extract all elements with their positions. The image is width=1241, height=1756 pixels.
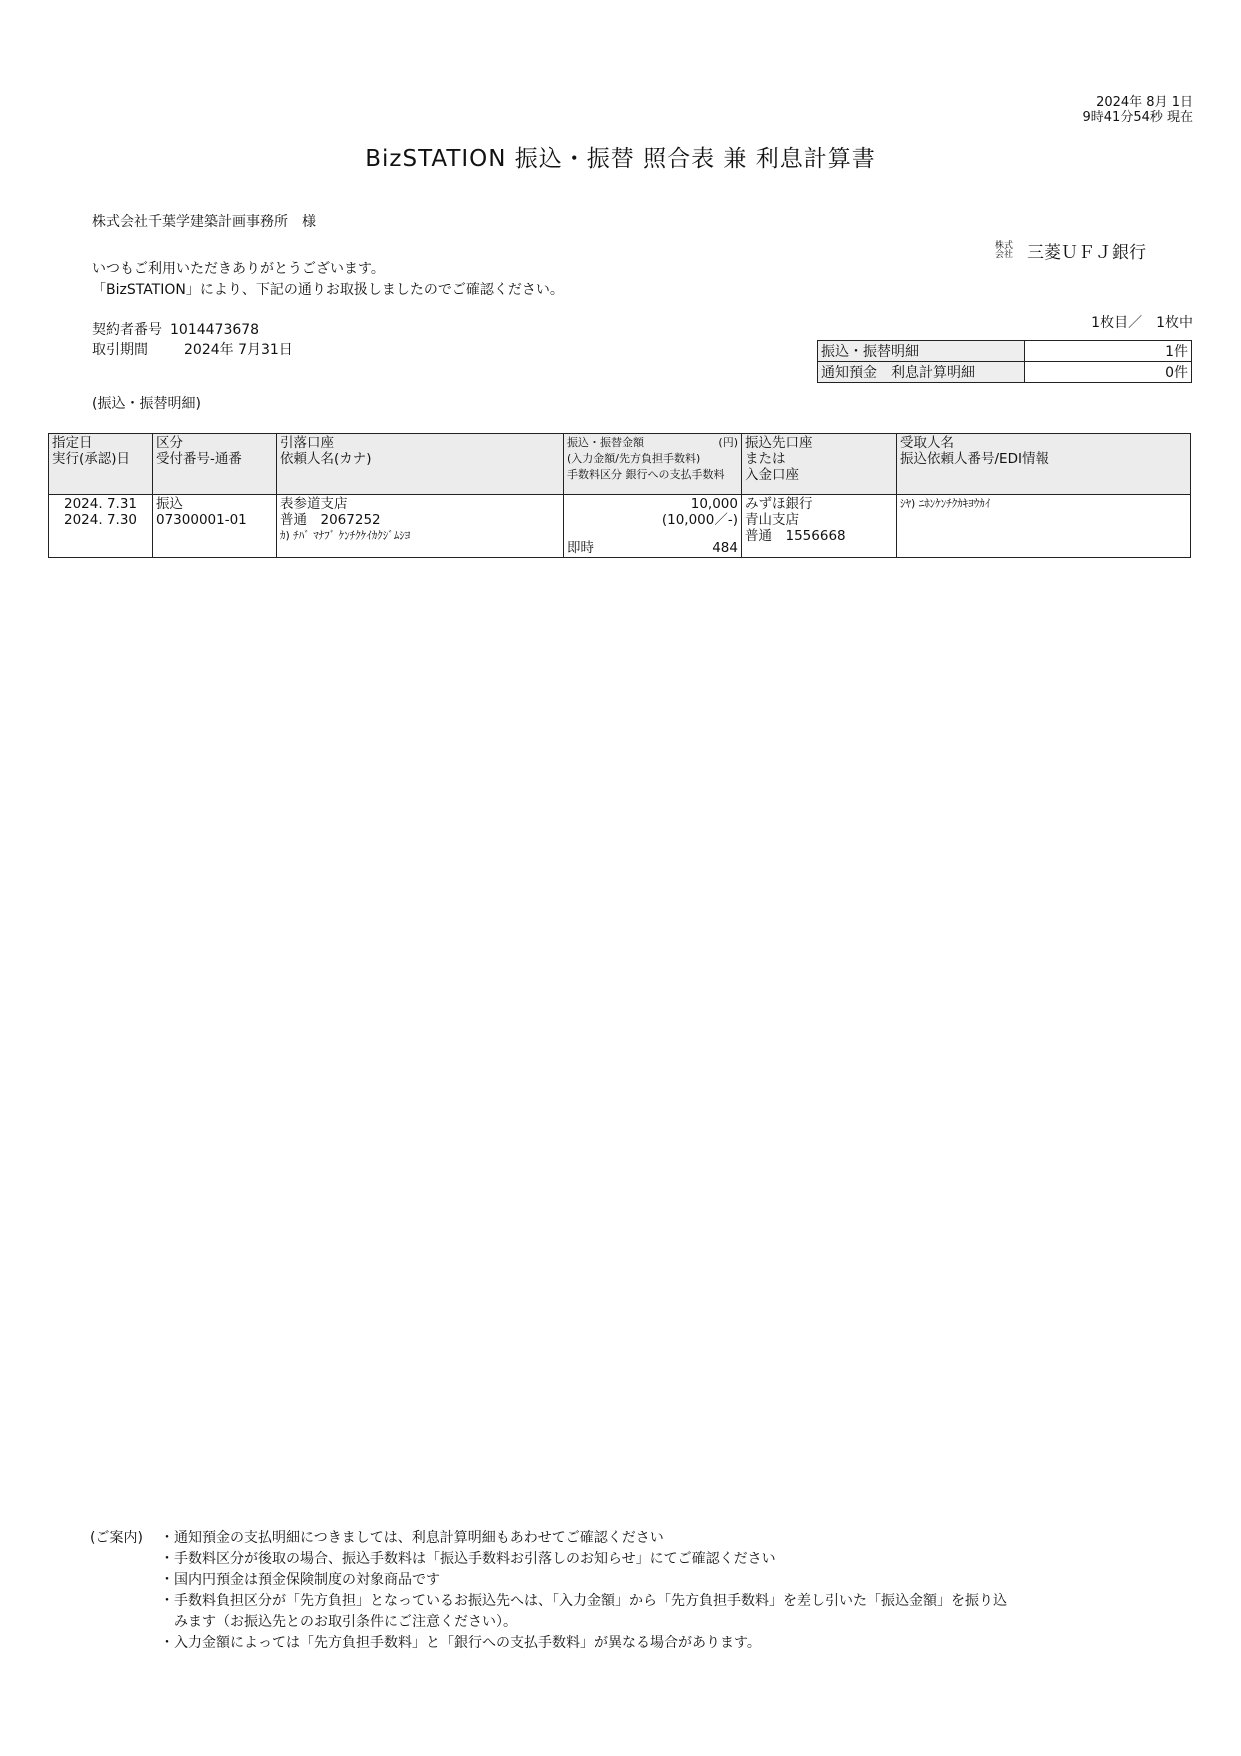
summary-row (818, 362, 1192, 383)
section-label: (振込・振替明細) (92, 396, 201, 412)
page-info: 1枚目／ 1枚中 (1091, 315, 1193, 331)
print-date: 2024年 8月 1日 (1096, 95, 1193, 110)
cell-type: 振込 07300001-01 (153, 495, 277, 558)
summary-row (818, 341, 1192, 362)
document-title: BizSTATION 振込・振替 照合表 兼 利息計算書 (365, 146, 876, 172)
note-item: ・通知預金の支払明細につきましては、利息計算明細もあわせてご確認ください (160, 1530, 664, 1546)
fee-value: 484 (712, 540, 738, 556)
bank-block (995, 238, 1146, 263)
period-label: 取引期間 (92, 342, 148, 358)
summary-count: 0件 (1025, 362, 1192, 383)
summary-label: 振込・振替明細 (818, 341, 1025, 362)
period-value: 2024年 7月31日 (184, 342, 293, 358)
header-debit-account: 引落口座 依頼人名(カナ) (277, 434, 564, 495)
summary-label: 通知預金 利息計算明細 (818, 362, 1025, 383)
header-destination: 振込先口座 または 入金口座 (742, 434, 897, 495)
fee-type: 即時 (567, 540, 594, 556)
amount-detail: (10,000／-) (661, 512, 738, 528)
table-row (49, 495, 1191, 558)
cell-debit-account: 表参道支店 普通 2067252 ｶ) ﾁﾊﾞ ﾏﾅﾌﾞ ｹﾝﾁｸｹｲｶｸｼﾞﾑｼﾖ (277, 495, 564, 558)
bank-name: 三菱ＵＦＪ銀行 (1027, 243, 1147, 263)
note-item: ・入力金額によっては「先方負担手数料」と「銀行への支払手数料」が異なる場合があります。 (160, 1635, 761, 1651)
print-time: 9時41分54秒 現在 (1082, 110, 1193, 125)
notes-heading: (ご案内) (90, 1530, 143, 1546)
summary-count: 1件 (1025, 341, 1192, 362)
contract-number: 1014473678 (170, 322, 260, 338)
note-item: ・手数料区分が後取の場合、振込手数料は「振込手数料お引落しのお知らせ」にてご確認ください (160, 1551, 776, 1567)
note-item: ・手数料負担区分が「先方負担」となっているお振込先へは、「入力金額」から「先方負担手数料」を差し引いた「振込金額」を振り込 (160, 1593, 1007, 1609)
recipient-name: 株式会社千葉学建築計画事務所 様 (92, 214, 316, 230)
table-header-row (49, 434, 1191, 495)
note-item: ・国内円預金は預金保険制度の対象商品です (160, 1572, 440, 1588)
cell-destination: みずほ銀行 青山支店 普通 1556668 (742, 495, 897, 558)
bank-company-mark: 株式 会社 (995, 240, 1014, 260)
cell-payee: ｼﾔ) ﾆﾎﾝｹﾝﾁｸｶｷﾖｳｶｲ (897, 495, 1191, 558)
header-type: 区分 受付番号-通番 (153, 434, 277, 495)
summary-box (817, 340, 1192, 383)
header-dates: 指定日 実行(承認)日 (49, 434, 153, 495)
contract-label: 契約者番号 (92, 322, 162, 338)
header-payee: 受取人名 振込依頼人番号/EDI情報 (897, 434, 1191, 495)
header-amount: 振込・振替金額 (円) (入力金額/先方負担手数料) 手数料区分 銀行への支払手数料 (564, 434, 742, 495)
amount-value: 10,000 (690, 496, 738, 512)
cell-amount (564, 495, 742, 558)
transfer-detail-table (48, 433, 1191, 558)
notes-block (90, 1528, 1150, 1654)
cell-dates: 2024. 7.31 2024. 7.30 (49, 495, 153, 558)
note-item: みます（お振込先とのお取引条件にご注意ください）。 (160, 1614, 517, 1630)
greeting-line-1: いつもご利用いただきありがとうございます。 (92, 261, 385, 277)
greeting-line-2: 「BizSTATION」により、下記の通りお取扱しましたのでご確認ください。 (92, 282, 564, 298)
